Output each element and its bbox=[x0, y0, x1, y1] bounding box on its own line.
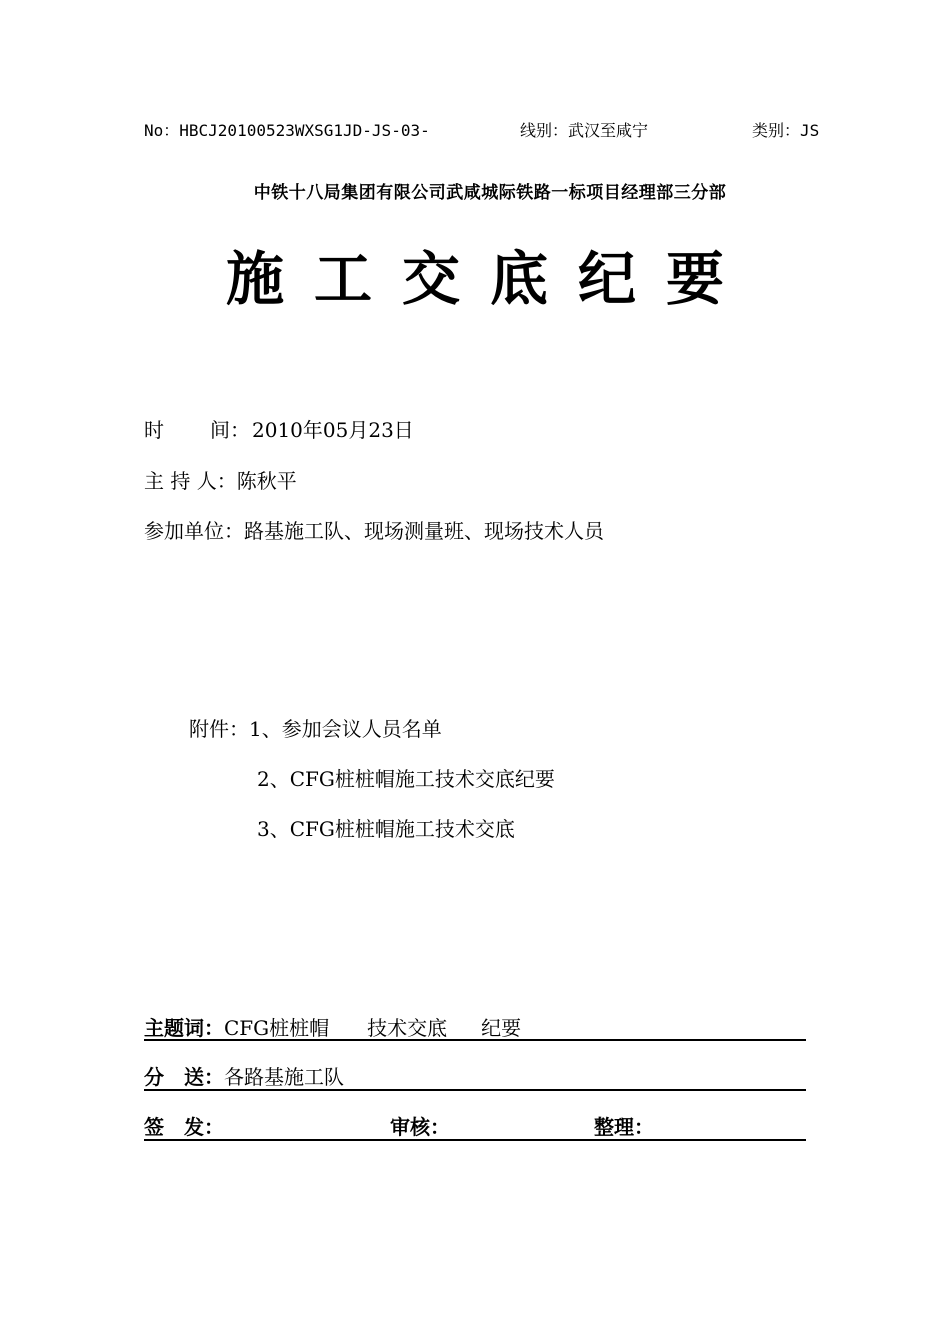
attachment-item bbox=[257, 813, 515, 842]
units-row bbox=[144, 515, 604, 544]
attachment-text: 3、CFG桩桩帽施工技术交底 bbox=[257, 817, 515, 841]
attachment-item bbox=[189, 713, 442, 742]
time-label-char1: 时 bbox=[144, 418, 164, 442]
divider bbox=[144, 1039, 806, 1041]
attachments-label: 附件： bbox=[189, 717, 249, 741]
time-label-char2: 间： bbox=[210, 418, 250, 442]
units-value: 路基施工队、现场测量班、现场技术人员 bbox=[244, 519, 604, 543]
time-value: 2010年05月23日 bbox=[252, 418, 414, 442]
keyword: 纪要 bbox=[481, 1016, 522, 1040]
distribution-label: 分 送： bbox=[144, 1065, 224, 1089]
divider bbox=[144, 1139, 806, 1141]
keyword: CFG桩桩帽 bbox=[224, 1016, 330, 1040]
organization-title: 中铁十八局集团有限公司武咸城际铁路一标项目经理部三分部 bbox=[253, 183, 727, 203]
host-label: 主 持 人： bbox=[144, 469, 237, 493]
host-row bbox=[144, 465, 297, 494]
sign-label: 签 发： bbox=[144, 1115, 224, 1139]
keywords-row bbox=[144, 1012, 521, 1041]
time-row bbox=[144, 414, 414, 443]
category-field: 类别：JS bbox=[752, 121, 820, 140]
review-label: 审核： bbox=[390, 1115, 450, 1139]
attachment-item bbox=[257, 763, 555, 792]
divider bbox=[144, 1089, 806, 1091]
attachment-text: 1、参加会议人员名单 bbox=[249, 717, 442, 741]
time-label bbox=[144, 414, 254, 443]
document-number: No：HBCJ20100523WXSG1JD-JS-03- bbox=[144, 121, 430, 140]
attachment-text: 2、CFG桩桩帽施工技术交底纪要 bbox=[257, 767, 555, 791]
keywords-label: 主题词： bbox=[144, 1016, 224, 1040]
distribution-value: 各路基施工队 bbox=[224, 1065, 344, 1089]
arrange-label: 整理： bbox=[594, 1115, 654, 1139]
line-field: 线别：武汉至咸宁 bbox=[520, 121, 649, 140]
host-value: 陈秋平 bbox=[236, 469, 297, 493]
distribution-row bbox=[144, 1061, 344, 1090]
units-label: 参加单位： bbox=[144, 519, 244, 543]
sign-row bbox=[144, 1111, 654, 1140]
keyword: 技术交底 bbox=[367, 1016, 448, 1040]
page-title: 施工交底纪要 bbox=[225, 245, 754, 313]
